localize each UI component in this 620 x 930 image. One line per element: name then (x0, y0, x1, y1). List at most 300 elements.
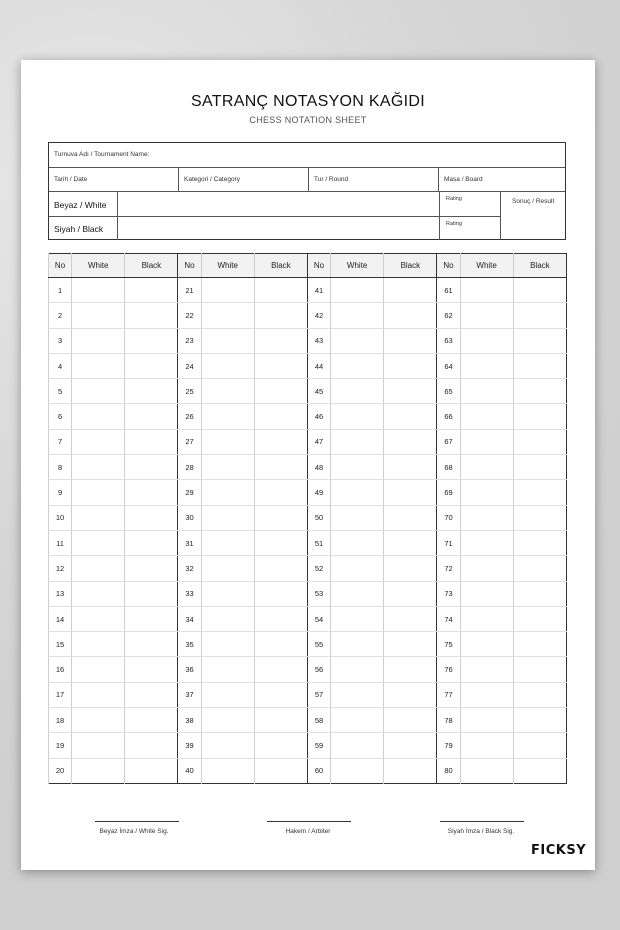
white-move-cell[interactable] (72, 353, 125, 378)
table-row (49, 404, 567, 429)
move-number: 48 (307, 455, 330, 480)
date-label: Tarih / Date (54, 176, 88, 183)
table-row (49, 379, 567, 404)
black-name-field[interactable] (117, 217, 439, 240)
header-white: White (460, 254, 513, 278)
white-move-cell[interactable] (331, 657, 384, 682)
black-move-cell[interactable] (384, 733, 437, 758)
move-number: 74 (437, 606, 460, 631)
move-number: 39 (178, 733, 201, 758)
black-move-cell[interactable] (125, 480, 178, 505)
black-move-cell[interactable] (513, 455, 566, 480)
white-move-cell[interactable] (201, 429, 254, 454)
move-number: 56 (307, 657, 330, 682)
white-move-cell[interactable] (72, 682, 125, 707)
white-move-cell[interactable] (72, 758, 125, 783)
board-label: Masa / Board (444, 176, 483, 183)
white-move-cell[interactable] (331, 581, 384, 606)
white-move-cell[interactable] (460, 328, 513, 353)
tournament-label: Turnuva Adı / Tournament Name: (54, 151, 150, 158)
table-row (49, 581, 567, 606)
move-number: 10 (49, 505, 72, 530)
white-move-cell[interactable] (72, 733, 125, 758)
white-player-label: Beyaz / White (54, 200, 107, 210)
black-move-cell[interactable] (125, 708, 178, 733)
white-move-cell[interactable] (201, 455, 254, 480)
header-black: Black (254, 254, 307, 278)
move-number: 72 (437, 556, 460, 581)
board-cell (438, 168, 567, 191)
white-move-cell[interactable] (331, 278, 384, 303)
white-move-cell[interactable] (72, 404, 125, 429)
black-move-cell[interactable] (254, 353, 307, 378)
move-number: 9 (49, 480, 72, 505)
black-move-cell[interactable] (384, 632, 437, 657)
white-rating-label: Rating (446, 196, 462, 202)
black-move-cell[interactable] (254, 632, 307, 657)
black-move-cell[interactable] (254, 404, 307, 429)
black-move-cell[interactable] (125, 657, 178, 682)
white-move-cell[interactable] (331, 682, 384, 707)
black-move-cell[interactable] (254, 556, 307, 581)
move-number: 37 (178, 682, 201, 707)
white-move-cell[interactable] (460, 353, 513, 378)
white-move-cell[interactable] (460, 708, 513, 733)
black-move-cell[interactable] (384, 708, 437, 733)
white-move-cell[interactable] (331, 505, 384, 530)
black-move-cell[interactable] (125, 632, 178, 657)
white-move-cell[interactable] (460, 455, 513, 480)
black-move-cell[interactable] (384, 429, 437, 454)
move-number: 36 (178, 657, 201, 682)
move-number: 71 (437, 530, 460, 555)
move-number: 76 (437, 657, 460, 682)
black-move-cell[interactable] (513, 505, 566, 530)
white-move-cell[interactable] (460, 606, 513, 631)
black-move-cell[interactable] (254, 733, 307, 758)
move-number: 40 (178, 758, 201, 783)
white-move-cell[interactable] (460, 505, 513, 530)
white-move-cell[interactable] (331, 328, 384, 353)
white-move-cell[interactable] (460, 303, 513, 328)
move-number: 4 (49, 353, 72, 378)
table-row (49, 708, 567, 733)
black-move-cell[interactable] (384, 758, 437, 783)
black-move-cell[interactable] (513, 303, 566, 328)
white-signature-label: Beyaz İmza / White Sig. (99, 828, 169, 835)
black-player-label: Siyah / Black (54, 224, 104, 234)
move-number: 70 (437, 505, 460, 530)
black-move-cell[interactable] (513, 328, 566, 353)
white-move-cell[interactable] (331, 708, 384, 733)
arbiter-signature-label: Hakem / Arbiter (285, 828, 331, 835)
move-number: 16 (49, 657, 72, 682)
move-number: 69 (437, 480, 460, 505)
white-move-cell[interactable] (201, 530, 254, 555)
black-move-cell[interactable] (513, 606, 566, 631)
white-move-cell[interactable] (331, 455, 384, 480)
white-move-cell[interactable] (72, 657, 125, 682)
table-row (49, 632, 567, 657)
category-cell (178, 168, 308, 191)
white-move-cell[interactable] (201, 581, 254, 606)
black-move-cell[interactable] (513, 530, 566, 555)
move-number: 34 (178, 606, 201, 631)
move-number: 63 (437, 328, 460, 353)
move-number: 24 (178, 353, 201, 378)
black-move-cell[interactable] (513, 404, 566, 429)
black-move-cell[interactable] (254, 581, 307, 606)
header-white: White (201, 254, 254, 278)
move-number: 35 (178, 632, 201, 657)
move-number: 1 (49, 278, 72, 303)
white-move-cell[interactable] (460, 733, 513, 758)
black-move-cell[interactable] (125, 303, 178, 328)
move-number: 25 (178, 379, 201, 404)
black-move-cell[interactable] (384, 353, 437, 378)
move-number: 26 (178, 404, 201, 429)
white-move-cell[interactable] (72, 379, 125, 404)
black-move-cell[interactable] (384, 530, 437, 555)
table-row (49, 556, 567, 581)
sheet-subtitle: CHESS NOTATION SHEET (249, 115, 367, 125)
black-move-cell[interactable] (384, 379, 437, 404)
move-number: 51 (307, 530, 330, 555)
move-number: 79 (437, 733, 460, 758)
black-move-cell[interactable] (384, 480, 437, 505)
move-number: 73 (437, 581, 460, 606)
white-move-cell[interactable] (201, 379, 254, 404)
white-move-cell[interactable] (460, 758, 513, 783)
black-move-cell[interactable] (513, 556, 566, 581)
move-number: 78 (437, 708, 460, 733)
move-number: 67 (437, 429, 460, 454)
move-number: 46 (307, 404, 330, 429)
white-move-cell[interactable] (72, 303, 125, 328)
move-number: 17 (49, 682, 72, 707)
move-number: 29 (178, 480, 201, 505)
white-move-cell[interactable] (201, 328, 254, 353)
black-move-cell[interactable] (254, 530, 307, 555)
white-move-cell[interactable] (72, 556, 125, 581)
white-move-cell[interactable] (72, 632, 125, 657)
black-move-cell[interactable] (384, 404, 437, 429)
move-number: 12 (49, 556, 72, 581)
moves-body (49, 278, 567, 784)
table-row (49, 657, 567, 682)
white-move-cell[interactable] (201, 682, 254, 707)
black-signature-label: Siyah İmza / Black Sig. (447, 828, 515, 835)
black-move-cell[interactable] (384, 303, 437, 328)
white-move-cell[interactable] (201, 606, 254, 631)
white-move-cell[interactable] (331, 733, 384, 758)
black-rating-label: Rating (446, 221, 462, 227)
move-number: 77 (437, 682, 460, 707)
move-number: 41 (307, 278, 330, 303)
white-move-cell[interactable] (331, 303, 384, 328)
black-move-cell[interactable] (125, 682, 178, 707)
white-move-cell[interactable] (72, 429, 125, 454)
black-move-cell[interactable] (125, 455, 178, 480)
move-number: 80 (437, 758, 460, 783)
notation-sheet (21, 60, 595, 870)
white-move-cell[interactable] (331, 353, 384, 378)
white-move-cell[interactable] (201, 733, 254, 758)
white-move-cell[interactable] (72, 455, 125, 480)
black-move-cell[interactable] (125, 733, 178, 758)
move-number: 22 (178, 303, 201, 328)
white-move-cell[interactable] (72, 480, 125, 505)
table-row (49, 530, 567, 555)
white-move-cell[interactable] (201, 632, 254, 657)
move-number: 2 (49, 303, 72, 328)
white-move-cell[interactable] (331, 379, 384, 404)
white-move-cell[interactable] (72, 606, 125, 631)
category-label: Kategori / Category (184, 176, 241, 183)
black-move-cell[interactable] (384, 581, 437, 606)
move-number: 59 (307, 733, 330, 758)
white-move-cell[interactable] (331, 530, 384, 555)
black-signature-line[interactable] (440, 821, 524, 822)
white-move-cell[interactable] (460, 556, 513, 581)
header-no: No (437, 254, 460, 278)
black-move-cell[interactable] (254, 328, 307, 353)
header-no: No (307, 254, 330, 278)
white-move-cell[interactable] (460, 632, 513, 657)
move-number: 32 (178, 556, 201, 581)
table-row (49, 455, 567, 480)
white-move-cell[interactable] (72, 278, 125, 303)
move-number: 23 (178, 328, 201, 353)
table-row (49, 278, 567, 303)
white-name-field[interactable] (117, 192, 439, 216)
white-move-cell[interactable] (201, 505, 254, 530)
black-move-cell[interactable] (513, 353, 566, 378)
header-no: No (178, 254, 201, 278)
white-move-cell[interactable] (201, 708, 254, 733)
move-number: 5 (49, 379, 72, 404)
white-rating-cell[interactable] (439, 192, 500, 216)
white-move-cell[interactable] (331, 758, 384, 783)
details-row (49, 168, 565, 192)
black-move-cell[interactable] (513, 657, 566, 682)
white-move-cell[interactable] (331, 404, 384, 429)
move-number: 6 (49, 404, 72, 429)
white-move-cell[interactable] (331, 632, 384, 657)
white-move-cell[interactable] (201, 303, 254, 328)
move-number: 43 (307, 328, 330, 353)
black-move-cell[interactable] (125, 758, 178, 783)
black-move-cell[interactable] (513, 632, 566, 657)
tournament-row (49, 143, 565, 168)
header-white: White (331, 254, 384, 278)
white-move-cell[interactable] (72, 530, 125, 555)
move-number: 30 (178, 505, 201, 530)
black-move-cell[interactable] (384, 455, 437, 480)
white-move-cell[interactable] (72, 505, 125, 530)
move-number: 68 (437, 455, 460, 480)
white-move-cell[interactable] (460, 429, 513, 454)
header-black: Black (513, 254, 566, 278)
black-player-row (49, 217, 500, 240)
black-move-cell[interactable] (513, 480, 566, 505)
white-player-row (49, 192, 500, 217)
black-move-cell[interactable] (254, 682, 307, 707)
white-move-cell[interactable] (72, 328, 125, 353)
table-row (49, 303, 567, 328)
move-number: 20 (49, 758, 72, 783)
white-move-cell[interactable] (460, 379, 513, 404)
moves-table (48, 253, 567, 784)
white-move-cell[interactable] (201, 278, 254, 303)
black-move-cell[interactable] (254, 278, 307, 303)
black-move-cell[interactable] (125, 379, 178, 404)
black-move-cell[interactable] (513, 278, 566, 303)
white-move-cell[interactable] (201, 657, 254, 682)
black-move-cell[interactable] (384, 278, 437, 303)
header-no: No (49, 254, 72, 278)
white-move-cell[interactable] (460, 530, 513, 555)
move-number: 15 (49, 632, 72, 657)
move-number: 65 (437, 379, 460, 404)
moves-header-row (49, 254, 567, 278)
move-number: 18 (49, 708, 72, 733)
table-row (49, 328, 567, 353)
move-number: 31 (178, 530, 201, 555)
move-number: 53 (307, 581, 330, 606)
arbiter-signature-line[interactable] (267, 821, 351, 822)
black-move-cell[interactable] (384, 682, 437, 707)
white-move-cell[interactable] (460, 682, 513, 707)
black-move-cell[interactable] (125, 530, 178, 555)
black-move-cell[interactable] (254, 657, 307, 682)
white-move-cell[interactable] (460, 581, 513, 606)
black-move-cell[interactable] (513, 379, 566, 404)
black-move-cell[interactable] (254, 429, 307, 454)
black-move-cell[interactable] (513, 682, 566, 707)
black-move-cell[interactable] (254, 708, 307, 733)
move-number: 33 (178, 581, 201, 606)
black-move-cell[interactable] (384, 328, 437, 353)
move-number: 64 (437, 353, 460, 378)
black-move-cell[interactable] (384, 556, 437, 581)
black-move-cell[interactable] (254, 606, 307, 631)
header-black: Black (384, 254, 437, 278)
move-number: 62 (437, 303, 460, 328)
white-move-cell[interactable] (201, 480, 254, 505)
black-move-cell[interactable] (254, 455, 307, 480)
table-row (49, 505, 567, 530)
result-cell[interactable] (500, 192, 567, 240)
move-number: 61 (437, 278, 460, 303)
white-move-cell[interactable] (72, 708, 125, 733)
table-row (49, 758, 567, 783)
black-move-cell[interactable] (513, 758, 566, 783)
black-move-cell[interactable] (125, 556, 178, 581)
black-move-cell[interactable] (254, 480, 307, 505)
round-cell (308, 168, 438, 191)
white-move-cell[interactable] (460, 404, 513, 429)
black-move-cell[interactable] (125, 328, 178, 353)
black-move-cell[interactable] (513, 429, 566, 454)
move-number: 55 (307, 632, 330, 657)
move-number: 21 (178, 278, 201, 303)
move-number: 28 (178, 455, 201, 480)
table-row (49, 682, 567, 707)
header-white: White (72, 254, 125, 278)
move-number: 38 (178, 708, 201, 733)
white-move-cell[interactable] (201, 353, 254, 378)
white-move-cell[interactable] (331, 556, 384, 581)
black-move-cell[interactable] (254, 758, 307, 783)
move-number: 42 (307, 303, 330, 328)
white-move-cell[interactable] (331, 606, 384, 631)
white-move-cell[interactable] (460, 278, 513, 303)
move-number: 3 (49, 328, 72, 353)
table-row (49, 606, 567, 631)
move-number: 47 (307, 429, 330, 454)
move-number: 57 (307, 682, 330, 707)
black-move-cell[interactable] (254, 505, 307, 530)
move-number: 44 (307, 353, 330, 378)
black-move-cell[interactable] (125, 404, 178, 429)
move-number: 58 (307, 708, 330, 733)
white-move-cell[interactable] (331, 429, 384, 454)
black-move-cell[interactable] (125, 606, 178, 631)
white-move-cell[interactable] (201, 758, 254, 783)
black-move-cell[interactable] (125, 505, 178, 530)
white-signature-line[interactable] (95, 821, 179, 822)
move-number: 75 (437, 632, 460, 657)
black-move-cell[interactable] (384, 505, 437, 530)
black-rating-cell[interactable] (439, 217, 500, 240)
black-move-cell[interactable] (125, 581, 178, 606)
black-move-cell[interactable] (513, 733, 566, 758)
move-number: 14 (49, 606, 72, 631)
move-number: 49 (307, 480, 330, 505)
move-number: 19 (49, 733, 72, 758)
black-move-cell[interactable] (125, 278, 178, 303)
black-move-cell[interactable] (513, 708, 566, 733)
black-move-cell[interactable] (384, 606, 437, 631)
white-move-cell[interactable] (460, 657, 513, 682)
move-number: 11 (49, 530, 72, 555)
black-move-cell[interactable] (254, 379, 307, 404)
move-number: 60 (307, 758, 330, 783)
black-move-cell[interactable] (384, 657, 437, 682)
move-number: 8 (49, 455, 72, 480)
black-move-cell[interactable] (254, 303, 307, 328)
table-row (49, 733, 567, 758)
move-number: 54 (307, 606, 330, 631)
white-move-cell[interactable] (201, 556, 254, 581)
move-number: 52 (307, 556, 330, 581)
table-row (49, 353, 567, 378)
move-number: 27 (178, 429, 201, 454)
black-move-cell[interactable] (125, 429, 178, 454)
white-move-cell[interactable] (201, 404, 254, 429)
table-row (49, 429, 567, 454)
move-number: 7 (49, 429, 72, 454)
move-number: 50 (307, 505, 330, 530)
white-move-cell[interactable] (460, 480, 513, 505)
black-move-cell[interactable] (125, 353, 178, 378)
header-black: Black (125, 254, 178, 278)
sheet-title: SATRANÇ NOTASYON KAĞIDI (191, 93, 425, 110)
white-move-cell[interactable] (72, 581, 125, 606)
white-move-cell[interactable] (331, 480, 384, 505)
black-move-cell[interactable] (513, 581, 566, 606)
